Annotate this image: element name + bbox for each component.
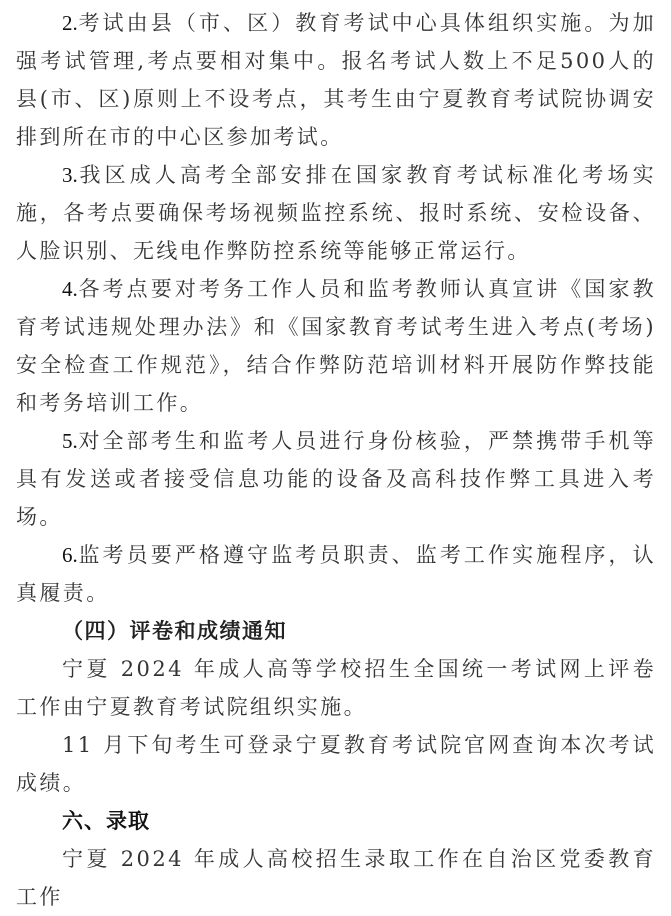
- paragraph-item-4: [16, 270, 656, 422]
- item-number: 5.: [62, 429, 78, 453]
- section-heading-admission: 六、录取: [62, 809, 150, 833]
- item-number: 2.: [62, 11, 78, 35]
- document-body: [16, 4, 656, 916]
- paragraph-text: 考试由县（市、区）教育考试中心具体组织实施。为加强考试管理,考点要相对集中。报名考试人数上不足500人的县(市、区)原则上不设考点，其考生由宁夏教育考试院协调安排到所在市的中心区参加考试。: [16, 11, 656, 149]
- paragraph-text: 对全部考生和监考人员进行身份核验，严禁携带手机等具有发送或者接受信息功能的设备及高科技作弊工具进入考场。: [16, 429, 656, 529]
- paragraph-admission-1: 宁夏 2024 年成人高校招生录取工作在自治区党委教育工作: [16, 847, 656, 909]
- paragraph-item-6: [16, 536, 656, 612]
- section-heading-grading: （四）评卷和成绩通知: [62, 618, 287, 643]
- paragraph-text: 我区成人高考全部安排在国家教育考试标准化考场实施，各考点要确保考场视频监控系统、报时系统、安检设备、人脸识别、无线电作弊防控系统等能够正常运行。: [16, 163, 656, 263]
- item-number: 6.: [62, 543, 78, 567]
- paragraph-item-2: [16, 4, 656, 156]
- paragraph-text: 监考员要严格遵守监考员职责、监考工作实施程序，认真履责。: [16, 543, 656, 605]
- paragraph-item-5: [16, 422, 656, 536]
- paragraph-grading-1: 宁夏 2024 年成人高等学校招生全国统一考试网上评卷工作由宁夏教育考试院组织实施。: [16, 657, 656, 719]
- paragraph-grading-2: 11 月下旬考生可登录宁夏教育考试院官网查询本次考试成绩。: [16, 733, 656, 795]
- paragraph-item-3: [16, 156, 656, 270]
- item-number: 3.: [62, 163, 78, 187]
- paragraph-text: 各考点要对考务工作人员和监考教师认真宣讲《国家教育考试违规处理办法》和《国家教育考试考生进入考点(考场)安全检查工作规范》，结合作弊防范培训材料开展防作弊技能和考务培训工作。: [16, 277, 656, 415]
- item-number: 4.: [62, 277, 78, 301]
